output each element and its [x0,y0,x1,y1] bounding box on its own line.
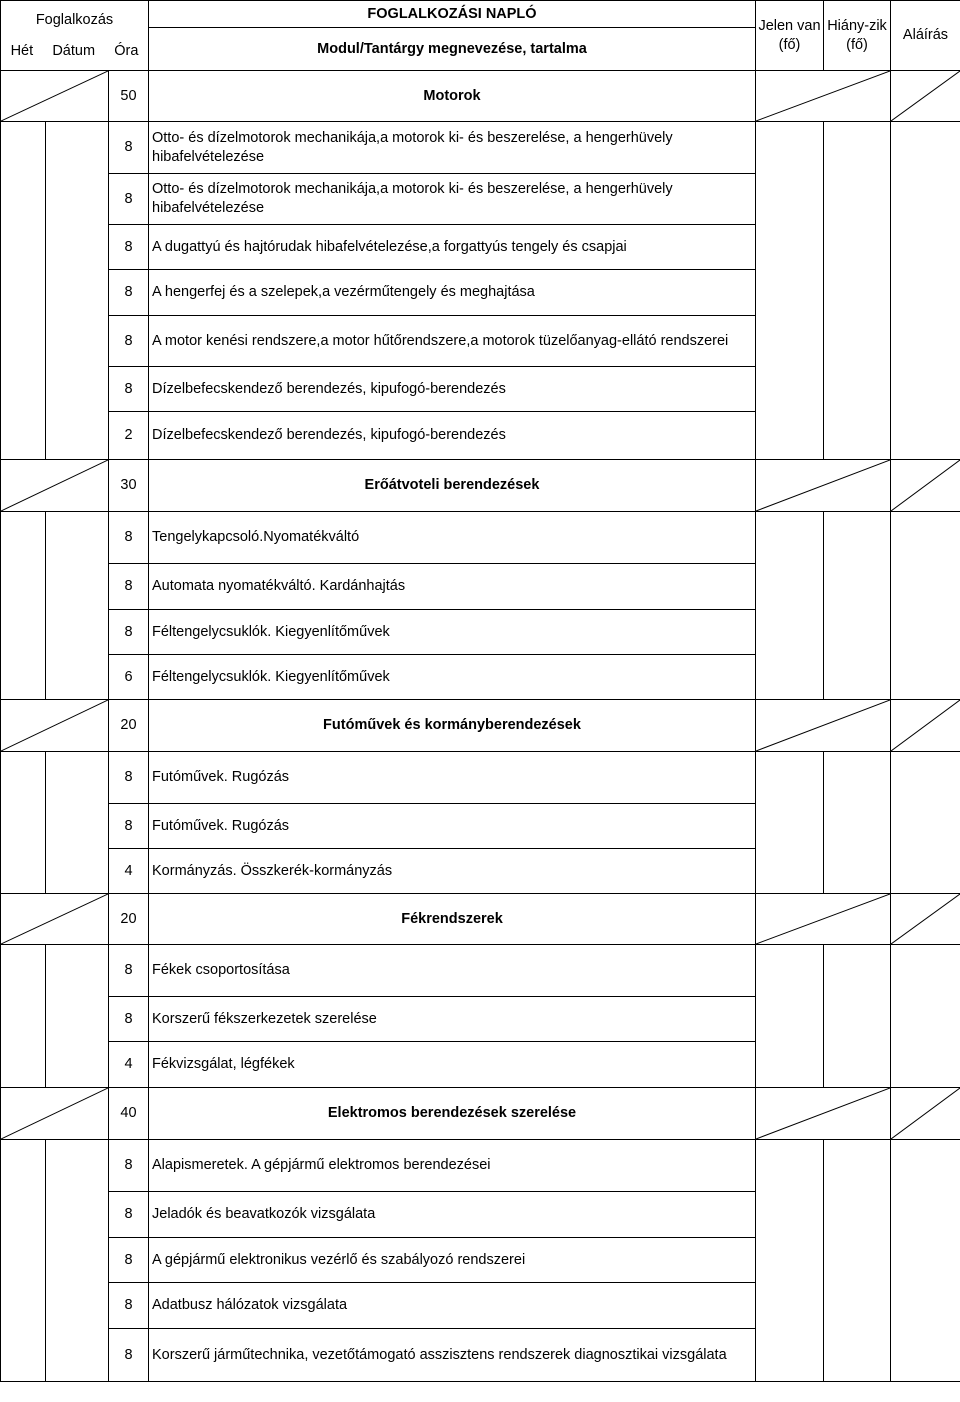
absent-count-cell[interactable] [824,512,891,700]
lesson-topic: A gépjármű elektronikus vezérlő és szabályozó rendszerei [149,1238,756,1283]
diagonal-strike [756,1088,890,1139]
diagonal-strike [756,460,890,511]
section-header-row [1,700,960,752]
lesson-topic: Otto- és dízelmotorok mechanikája,a motorok ki- és beszerelése, a hengerhüvely hibafelvételezése [149,174,756,225]
present-count-cell[interactable] [756,1140,824,1382]
signature-cell[interactable] [891,512,960,700]
lesson-topic: Fékvizsgálat, légfékek [149,1042,756,1088]
section-signature-cell [891,1088,960,1140]
lesson-hours: 8 [109,997,149,1042]
week-cell[interactable] [1,752,46,894]
diagonal-strike [891,460,960,511]
lesson-topic: Jeladók és beavatkozók vizsgálata [149,1192,756,1238]
absent-count-cell[interactable] [824,945,891,1088]
diagonal-strike [891,700,960,751]
week-header: Hét [10,42,34,59]
signature-header: Aláírás [891,1,960,71]
lesson-hours: 8 [109,1283,149,1329]
lesson-topic: Korszerű fékszerkezetek szerelése [149,997,756,1042]
section-week-date-cell [1,460,109,512]
lesson-hours: 8 [109,610,149,655]
section-hours: 50 [109,71,149,122]
lesson-hours: 8 [109,1329,149,1382]
lesson-hours: 8 [109,367,149,412]
date-header: Dátum [52,42,96,59]
section-title: Erőátvoteli berendezések [149,460,756,512]
diagonal-strike [756,894,890,944]
section-header-row [1,1088,960,1140]
diagonal-strike [1,71,108,121]
lesson-hours: 4 [109,849,149,894]
lesson-topic: Adatbusz hálózatok vizsgálata [149,1283,756,1329]
week-cell[interactable] [1,945,46,1088]
lesson-hours: 4 [109,1042,149,1088]
lesson-topic: A hengerfej és a szelepek,a vezérműtengely és meghajtása [149,270,756,316]
present-header-line1: Jelen van [758,17,821,34]
signature-cell[interactable] [891,945,960,1088]
lesson-hours: 6 [109,655,149,700]
absent-count-cell[interactable] [824,1140,891,1382]
lesson-topic: A motor kenési rendszere,a motor hűtőrendszere,a motorok tüzelőanyag-ellátó rendszerei [149,316,756,367]
section-signature-cell [891,894,960,945]
section-week-date-cell [1,1088,109,1140]
diagonal-strike [756,71,890,121]
lesson-topic: A dugattyú és hajtórudak hibafelvételezése,a forgattyús tengely és csapjai [149,225,756,270]
week-cell[interactable] [1,1140,46,1382]
section-hours: 40 [109,1088,149,1140]
lesson-topic: Alapismeretek. A gépjármű elektromos berendezései [149,1140,756,1192]
lesson-topic: Fékek csoportosítása [149,945,756,997]
signature-cell[interactable] [891,752,960,894]
header-row-1 [1,1,960,28]
section-signature-cell [891,460,960,512]
lesson-hours: 8 [109,1140,149,1192]
lesson-hours: 8 [109,174,149,225]
session-group-label: Foglalkozás [35,11,114,28]
lesson-topic: Dízelbefecskendező berendezés, kipufogó-berendezés [149,367,756,412]
section-header-row [1,71,960,122]
lesson-hours: 8 [109,316,149,367]
section-attendance-cell [756,894,891,945]
section-hours: 20 [109,700,149,752]
section-header-row [1,460,960,512]
section-attendance-cell [756,460,891,512]
signature-cell[interactable] [891,1140,960,1382]
lesson-hours: 8 [109,1192,149,1238]
date-cell[interactable] [46,752,109,894]
present-header [756,1,824,71]
diagonal-strike [756,700,890,751]
section-signature-cell [891,700,960,752]
document-title: FOGLALKOZÁSI NAPLÓ [149,1,756,28]
date-cell[interactable] [46,122,109,460]
week-cell[interactable] [1,512,46,700]
lesson-hours: 8 [109,945,149,997]
section-title: Elektromos berendezések szerelése [149,1088,756,1140]
lesson-topic: Féltengelycsuklók. Kiegyenlítőművek [149,610,756,655]
absent-header-line1: Hiány-zik [827,17,887,34]
lesson-hours: 8 [109,512,149,564]
present-count-cell[interactable] [756,945,824,1088]
lesson-topic: Korszerű járműtechnika, vezetőtámogató asszisztens rendszerek diagnosztikai vizsgálata [149,1329,756,1382]
lesson-row [1,945,960,997]
diagonal-strike [1,1088,108,1139]
section-attendance-cell [756,71,891,122]
diagonal-strike [1,700,108,751]
diagonal-strike [1,894,108,944]
section-title: Motorok [149,71,756,122]
session-header [1,1,149,71]
absent-header-line2: (fő) [846,36,868,53]
date-cell[interactable] [46,512,109,700]
section-title: Fékrendszerek [149,894,756,945]
lesson-topic: Futóművek. Rugózás [149,804,756,849]
lesson-topic: Féltengelycsuklók. Kiegyenlítőművek [149,655,756,700]
lesson-topic: Kormányzás. Összkerék-kormányzás [149,849,756,894]
diagonal-strike [891,894,960,944]
present-header-line2: (fő) [778,36,801,53]
section-hours: 30 [109,460,149,512]
diagonal-strike [891,71,960,121]
section-attendance-cell [756,700,891,752]
lesson-hours: 8 [109,804,149,849]
lesson-hours: 8 [109,564,149,610]
lesson-hours: 8 [109,270,149,316]
absent-count-cell[interactable] [824,122,891,460]
hours-header: Óra [114,42,139,59]
section-header-row [1,894,960,945]
present-count-cell[interactable] [756,752,824,894]
lesson-hours: 8 [109,1238,149,1283]
lesson-hours: 2 [109,412,149,460]
diagonal-strike [891,1088,960,1139]
lesson-hours: 8 [109,122,149,174]
present-count-cell[interactable] [756,122,824,460]
lesson-topic: Tengelykapcsoló.Nyomatékváltó [149,512,756,564]
section-hours: 20 [109,894,149,945]
lesson-topic: Automata nyomatékváltó. Kardánhajtás [149,564,756,610]
absent-count-cell[interactable] [824,752,891,894]
section-title: Futóművek és kormányberendezések [149,700,756,752]
lesson-topic: Dízelbefecskendező berendezés, kipufogó-berendezés [149,412,756,460]
lesson-hours: 8 [109,225,149,270]
section-attendance-cell [756,1088,891,1140]
lesson-row [1,1140,960,1192]
lesson-row [1,122,960,174]
lesson-row [1,752,960,804]
absent-header [824,1,891,71]
date-cell[interactable] [46,945,109,1088]
section-week-date-cell [1,700,109,752]
lesson-topic: Futóművek. Rugózás [149,752,756,804]
lesson-row [1,512,960,564]
section-week-date-cell [1,71,109,122]
lesson-hours: 8 [109,752,149,804]
week-cell[interactable] [1,122,46,460]
present-count-cell[interactable] [756,512,824,700]
subject-header: Modul/Tantárgy megnevezése, tartalma [149,28,756,71]
signature-cell[interactable] [891,122,960,460]
section-week-date-cell [1,894,109,945]
lesson-topic: Otto- és dízelmotorok mechanikája,a motorok ki- és beszerelése, a hengerhüvely hibafelvételezése [149,122,756,174]
section-signature-cell [891,71,960,122]
date-cell[interactable] [46,1140,109,1382]
diagonal-strike [1,460,108,511]
